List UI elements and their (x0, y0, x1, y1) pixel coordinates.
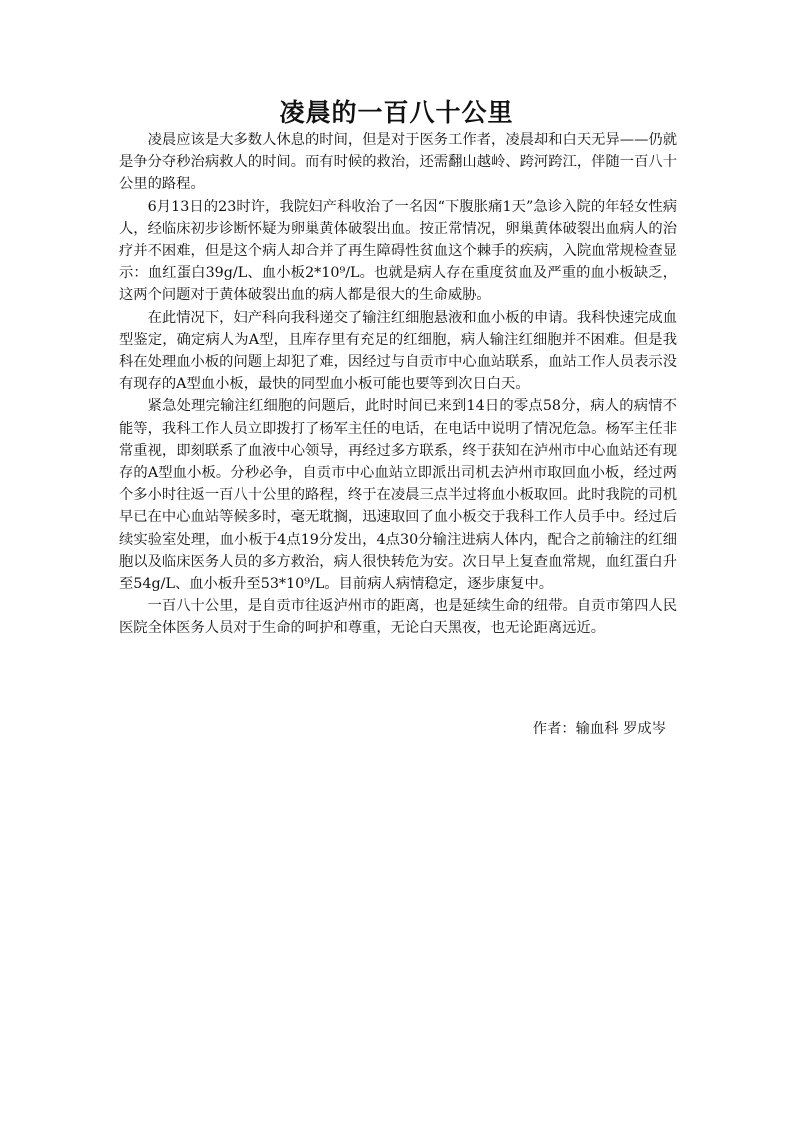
document-body (119, 129, 677, 640)
paragraph-1: 凌晨应该是大多数人休息的时间，但是对于医务工作者，凌晨却和白天无异——仍就是争分夺秒治病救人的时间。而有时候的救治，还需翻山越岭、跨河跨江，伴随一百八十公里的路程。 (119, 132, 677, 193)
paragraph-4: 紧急处理完输注红细胞的问题后，此时时间已来到14日的零点58分，病人的病情不能等，我科工作人员立即拨打了杨军主任的电话，在电话中说明了情况危急。杨军主任非常重视，即刻联系了血液中心领导，再经过多方联系，终于获知在泸州市中心血站还有现存的A型血小板。分秒必争，自贡市中心血站立即派出司机去泸州市取回血小板，经过两个多小时往返一百八十公里的路程，终于在凌晨三点半过将血小板取回。此时我院的司机早已在中心血站等候多时，毫无耽搁，迅速取回了血小板交于我科工作人员手中。经过后续实验室处理，血小板于4点19分发出，4点30分输注进病人体内，配合之前输注的红细胞以及临床医务人员的多方救治，病人很快转危为安。次日早上复查血常规，血红蛋白升至54g/L、血小板升至53*10⁹/L。目前病人病情稳定，逐步康复中。 (119, 398, 677, 593)
paragraph-5: 一百八十公里，是自贡市往返泸州市的距离，也是延续生命的纽带。自贡市第四人民医院全体医务人员对于生命的呵护和尊重，无论白天黑夜，也无论距离远近。 (119, 598, 677, 637)
paragraph-3: 在此情况下，妇产科向我科递交了输注红细胞悬液和血小板的申请。我科快速完成血型鉴定，确定病人为A型，且库存里有充足的红细胞，病人输注红细胞并不困难。但是我科在处理血小板的问题上却犯了难，因经过与自贡市中心血站联系，血站工作人员表示没有现存的A型血小板，最快的同型血小板可能也要等到次日白天。 (119, 309, 677, 393)
document-title: 凌晨的一百八十公里 (279, 98, 514, 127)
author-line: 作者：输血科 罗成岑 (532, 721, 666, 737)
paragraph-2: 6月13日的23时许，我院妇产科收治了一名因“下腹胀痛1天”急诊入院的年轻女性病人，经临床初步诊断怀疑为卵巢黄体破裂出血。按正常情况，卵巢黄体破裂出血病人的治疗并不困难，但是这个病人却合并了再生障碍性贫血这个棘手的疾病，入院血常规检查显示：血红蛋白39g/L、血小板2*10⁹/L。也就是病人存在重度贫血及严重的血小板缺乏，这两个问题对于黄体破裂出血的病人都是很大的生命威胁。 (119, 198, 677, 304)
